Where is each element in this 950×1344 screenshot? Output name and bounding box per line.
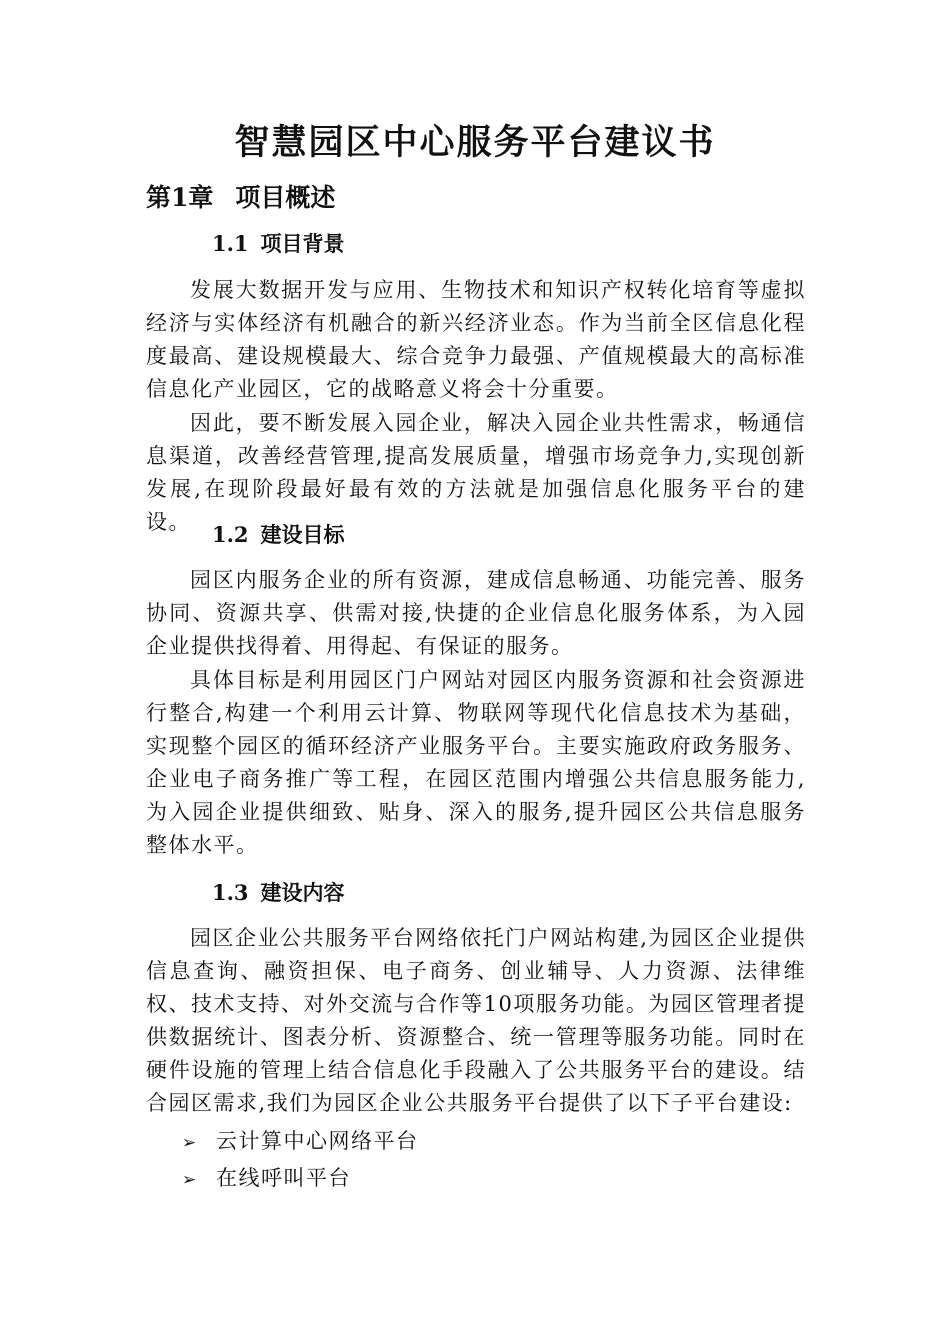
chapter-heading [146,180,335,216]
chapter-number: 第1章 [146,183,214,212]
chapter-title: 项目概述 [235,183,336,212]
list-item [182,1162,351,1196]
section-number: 1.2 [212,522,249,547]
paragraph: 发展大数据开发与应用、生物技术和知识产权转化培育等虚拟经济与实体经济有机融合的新兴经济业态。作为当前全区信息化程度最高、建设规模最大、综合竞争力最强、产值规模最大的高标准信息化产业园区，它的战略意义将会十分重要。 [146,278,806,401]
arrow-bullet-icon: ➢ [182,1170,198,1190]
list-item-text: 云计算中心网络平台 [216,1129,419,1153]
document-title: 智慧园区中心服务平台建议书 [234,122,716,163]
section-title: 建设内容 [260,880,345,905]
section-number: 1.1 [212,231,249,256]
section-title: 建设目标 [260,522,345,547]
list-item-text: 在线呼叫平台 [216,1166,351,1190]
paragraph: 具体目标是利用园区门户网站对园区内服务资源和社会资源进行整合,构建一个利用云计算、物联网等现代化信息技术为基础，实现整个园区的循环经济产业服务平台。主要实施政府政务服务、企业电子商务推广等工程，在园区范围内增强公共信息服务能力,为入园企业提供细致、贴身、深入的服务,提升园区公共信息服务整体水平。 [146,668,806,857]
list-item [182,1125,419,1159]
section-heading-1-3 [212,878,345,908]
section-title: 项目背景 [260,231,345,256]
arrow-bullet-icon: ➢ [182,1133,198,1153]
section-heading-1-1 [212,229,345,259]
section-heading-1-2 [212,520,345,550]
paragraph: 因此，要不断发展入园企业，解决入园企业共性需求，畅通信息渠道，改善经营管理,提高发展质量，增强市场竞争力,实现创新发展,在现阶段最好最有效的方法就是加强信息化服务平台的建设。 [146,411,806,534]
paragraph: 园区企业公共服务平台网络依托门户网站构建,为园区企业提供信息查询、融资担保、电子商务、创业辅导、人力资源、法律维权、技术支持、对外交流与合作等10项服务功能。为园区管理者提供数据统计、图表分析、资源整合、统一管理等服务功能。同时在硬件设施的管理上结合信息化手段融入了公共服务平台的建设。结合园区需求,我们为园区企业公共服务平台提供了以下子平台建设: [146,926,806,1115]
paragraph: 园区内服务企业的所有资源，建成信息畅通、功能完善、服务协同、资源共享、供需对接,快捷的企业信息化服务体系，为入园企业提供找得着、用得起、有保证的服务。 [146,568,806,658]
section-number: 1.3 [212,880,249,905]
